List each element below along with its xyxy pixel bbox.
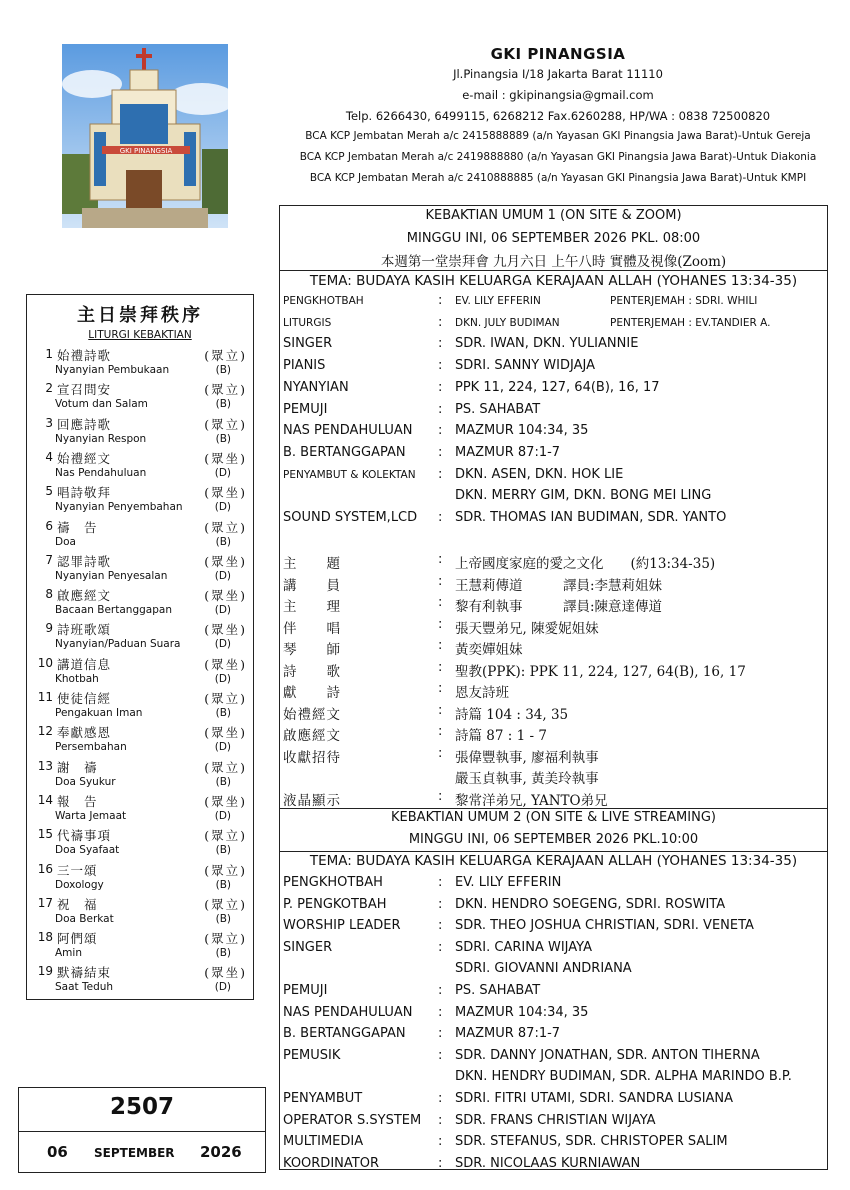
order-item-posture-code: (D)	[214, 672, 231, 685]
row-label: PIANIS	[283, 358, 326, 374]
row-label: PEMUSIK	[283, 1047, 341, 1063]
row-value: MAZMUR 104:34, 35	[455, 1004, 589, 1020]
order-item-posture: (眾坐)	[204, 553, 247, 569]
order-item-indonesian: Nyanyian Pembukaan	[55, 364, 170, 376]
order-item-number: 12	[37, 724, 53, 739]
service1-theme: TEMA: BUDAYA KASIH KELUARGA KERAJAAN ALLAH (YOHANES 13:34-35)	[309, 273, 798, 289]
divider	[279, 808, 828, 809]
svg-text:GKI PINANGSIA: GKI PINANGSIA	[119, 147, 173, 155]
row-colon: :	[438, 595, 443, 610]
service2-title: KEBAKTIAN UMUM 2 (ON SITE & LIVE STREAMING)	[391, 810, 716, 825]
row-colon: :	[438, 875, 443, 890]
row-colon: :	[438, 1004, 443, 1020]
order-item	[27, 450, 253, 484]
row-colon: :	[438, 939, 443, 955]
row-value: SDRI. SANNY WIDJAJA	[455, 358, 595, 374]
order-item-posture: (眾坐)	[204, 450, 247, 466]
order-item-chinese: 回應詩歌	[57, 416, 112, 432]
order-item-chinese: 報 告	[57, 793, 98, 809]
order-item-chinese: 唱詩敬拜	[57, 485, 112, 501]
order-item-posture: (眾立)	[204, 862, 247, 878]
order-item-posture: (眾坐)	[204, 485, 247, 501]
order-item-chinese: 認罪詩歌	[57, 553, 112, 569]
schedule-row	[283, 1134, 828, 1154]
row-value: EV. LILY EFFERIN	[455, 875, 562, 890]
row-value: 黃奕嬋姐妹	[455, 642, 523, 658]
bank-account-kmpi: BCA KCP Jembatan Merah a/c 2410888885 (a/n Yayasan GKI Pinangsia Jawa Barat)-Untuk KMPI	[309, 172, 807, 184]
issue-year: 2026	[200, 1143, 242, 1161]
order-item	[27, 484, 253, 518]
row-label: MULTIMEDIA	[283, 1134, 364, 1150]
row-value: DKN. MERRY GIM, DKN. BONG MEI LING	[455, 488, 712, 504]
schedule-row	[283, 445, 828, 465]
order-item-posture: (眾立)	[204, 896, 247, 912]
schedule-row	[283, 380, 828, 400]
order-item-chinese: 始禮經文	[57, 450, 112, 466]
row-value: 王慧莉傳道 譯員:李慧莉姐妹	[455, 577, 663, 594]
row-colon: :	[438, 1026, 443, 1042]
row-label: 伴 唱	[283, 620, 341, 637]
schedule-row	[283, 1048, 828, 1068]
order-item-number: 9	[45, 621, 53, 636]
schedule-row	[283, 660, 828, 680]
row-translator: PENTERJEMAH : SDRI. WHILI	[610, 295, 758, 307]
row-colon: :	[438, 638, 443, 653]
order-item-number: 8	[45, 587, 53, 602]
church-address: Jl.Pinangsia I/18 Jakarta Barat 11110	[453, 67, 663, 81]
row-colon: :	[438, 918, 443, 934]
issue-month: SEPTEMBER	[94, 1146, 175, 1160]
order-item-posture-code: (B)	[215, 912, 231, 925]
service2-time: MINGGU INI, 06 SEPTEMBER 2026 PKL.10:00	[408, 832, 699, 847]
order-item-indonesian: Doa Syafaat	[55, 844, 120, 857]
order-item	[27, 347, 253, 381]
row-label: NAS PENDAHULUAN	[283, 423, 413, 439]
order-item-posture: (眾坐)	[204, 622, 247, 638]
row-label: WORSHIP LEADER	[283, 918, 401, 934]
order-item-indonesian: Nyanyian Penyembahan	[55, 501, 183, 514]
order-item	[27, 793, 253, 827]
order-item-posture: (眾立)	[204, 382, 247, 398]
row-colon: :	[438, 401, 443, 417]
row-value: EV. LILY EFFERIN	[455, 295, 541, 307]
schedule-row	[283, 875, 828, 895]
divider	[279, 851, 828, 852]
row-value: 黎有利執事 譯員:陳意達傳道	[455, 599, 663, 615]
order-item-indonesian: Doxology	[55, 878, 104, 891]
schedule-row	[283, 617, 828, 637]
schedule-row	[283, 961, 828, 981]
order-item-indonesian: Pengakuan Iman	[55, 707, 143, 719]
row-value: DKN. HENDRO SOEGENG, SDRI. ROSWITA	[455, 896, 726, 912]
order-item-posture: (眾立)	[204, 828, 247, 844]
order-item-posture: (眾坐)	[204, 725, 247, 741]
row-label: LITURGIS	[283, 316, 332, 329]
order-item-indonesian: Warta Jemaat	[55, 809, 127, 822]
order-subtitle: LITURGI KEBAKTIAN	[88, 329, 192, 341]
order-item-indonesian: Saat Teduh	[55, 981, 114, 994]
row-value: 詩篇 87 : 1 - 7	[455, 728, 547, 744]
divider	[279, 270, 828, 271]
schedule-row	[283, 638, 828, 658]
order-item-posture-code: (B)	[215, 878, 231, 891]
row-value: 恩友詩班	[455, 685, 509, 701]
church-email: e-mail : gkipinangsia@gmail.com	[462, 88, 654, 102]
order-item-posture: (眾坐)	[204, 588, 247, 604]
row-value: 聖教(PPK): PPK 11, 224, 127, 64(B), 16, 17	[455, 663, 746, 680]
row-value: SDR. NICOLAAS KURNIAWAN	[455, 1155, 641, 1171]
row-value: MAZMUR 87:1-7	[455, 1026, 561, 1042]
schedule-row	[283, 724, 828, 744]
order-item-chinese: 三一頌	[57, 862, 98, 878]
order-item-posture: (眾立)	[204, 519, 247, 535]
schedule-row	[283, 703, 828, 723]
schedule-row	[283, 1069, 828, 1089]
row-label: PENYAMBUT	[283, 1091, 363, 1106]
order-item-chinese: 使徒信經	[57, 691, 112, 706]
row-value: 黎常洋弟兄, YANTO弟兄	[455, 792, 608, 809]
order-item-posture-code: (D)	[214, 501, 231, 514]
order-item-number: 7	[45, 552, 53, 567]
order-item-posture-code: (D)	[214, 466, 231, 479]
order-item-indonesian: Khotbah	[55, 672, 99, 685]
schedule-row	[283, 423, 828, 443]
schedule-row	[283, 402, 828, 422]
row-value: MAZMUR 104:34, 35	[455, 423, 589, 439]
church-phone: Telp. 6266430, 6499115, 6268212 Fax.6260288, HP/WA : 0838 72500820	[345, 109, 771, 123]
schedule-row	[283, 1005, 828, 1025]
order-item-chinese: 啟應經文	[57, 588, 112, 604]
schedule-row	[283, 746, 828, 766]
schedule-row	[283, 510, 828, 530]
row-colon: :	[438, 745, 443, 761]
order-item-posture-code: (D)	[214, 809, 231, 822]
row-colon: :	[438, 1134, 443, 1150]
row-value: 詩篇 104 : 34, 35	[455, 706, 569, 723]
order-item-chinese: 默禱結束	[57, 965, 112, 981]
schedule-row	[283, 315, 828, 335]
row-colon: :	[438, 293, 443, 308]
order-item-number: 14	[37, 792, 53, 807]
row-value: MAZMUR 87:1-7	[455, 444, 561, 460]
order-item-indonesian: Doa Berkat	[55, 912, 114, 925]
schedule-row	[283, 467, 828, 487]
row-colon: :	[438, 573, 443, 589]
row-value: SDR. FRANS CHRISTIAN WIJAYA	[455, 1112, 656, 1128]
order-item-indonesian: Doa	[55, 535, 76, 548]
row-label: 主 題	[283, 556, 341, 572]
service1-title: KEBAKTIAN UMUM 1 (ON SITE & ZOOM)	[425, 208, 682, 223]
row-label: NYANYIAN	[283, 379, 349, 395]
service2-theme: TEMA: BUDAYA KASIH KELUARGA KERAJAAN ALLAH (YOHANES 13:34-35)	[309, 853, 798, 869]
order-item	[27, 621, 253, 655]
row-value: PPK 11, 224, 127, 64(B), 16, 17	[455, 379, 660, 395]
row-label: SOUND SYSTEM,LCD	[283, 510, 418, 525]
schedule-row	[283, 552, 828, 572]
order-item	[27, 690, 253, 724]
row-translator: PENTERJEMAH : EV.TANDIER A.	[610, 316, 771, 329]
schedule-row	[283, 897, 828, 917]
schedule-row	[283, 681, 828, 701]
row-value: SDR. STEFANUS, SDR. CHRISTOPER SALIM	[455, 1134, 728, 1150]
row-colon: :	[438, 1047, 443, 1063]
issue-day: 06	[47, 1143, 68, 1161]
schedule-row	[283, 767, 828, 787]
row-value: 嚴玉貞執事, 黃美玲執事	[455, 771, 599, 787]
row-label: B. BERTANGGAPAN	[283, 1026, 406, 1042]
order-item-number: 6	[45, 518, 53, 533]
row-value: SDR. DANNY JONATHAN, SDR. ANTON TIHERNA	[455, 1047, 760, 1063]
row-value: 張偉豐執事, 廖福利執事	[455, 749, 599, 766]
row-value: DKN. JULY BUDIMAN	[455, 316, 560, 329]
row-value: DKN. HENDRY BUDIMAN, SDR. ALPHA MARINDO B.P.	[455, 1069, 792, 1085]
row-colon: :	[438, 724, 443, 739]
order-item	[27, 416, 253, 450]
row-value: SDR. IWAN, DKN. YULIANNIE	[455, 336, 639, 352]
service1-chinese-title: 本週第一堂崇拜會 九月六日 上午八時 實體及視像(Zoom)	[380, 254, 727, 270]
row-label: 收獻招待	[283, 749, 341, 766]
order-item-posture-code: (B)	[215, 535, 231, 548]
order-item-number: 18	[37, 930, 53, 945]
row-colon: :	[438, 336, 443, 352]
schedule-row	[283, 789, 828, 809]
order-item-posture-code: (D)	[214, 604, 231, 617]
schedule-row	[283, 488, 828, 508]
schedule-row	[283, 918, 828, 938]
order-item-chinese: 祝 福	[57, 896, 98, 912]
order-item-number: 3	[45, 415, 53, 430]
row-label: 始禮經文	[283, 706, 341, 723]
row-colon: :	[438, 314, 443, 330]
row-label: 琴 師	[283, 642, 341, 658]
schedule-row	[283, 336, 828, 356]
schedule-row	[283, 574, 828, 594]
row-label: 液晶顯示	[283, 792, 341, 809]
order-item	[27, 827, 253, 861]
row-value: SDR. THOMAS IAN BUDIMAN, SDR. YANTO	[455, 510, 727, 525]
row-colon: :	[438, 983, 443, 998]
row-colon: :	[438, 681, 443, 696]
row-colon: :	[438, 702, 443, 718]
schedule-row	[283, 1113, 828, 1133]
order-item-number: 11	[37, 690, 53, 704]
row-label: 獻 詩	[283, 685, 341, 701]
row-value: PS. SAHABAT	[455, 401, 541, 417]
order-item	[27, 553, 253, 587]
order-of-worship	[26, 294, 254, 1000]
order-item-indonesian: Nyanyian/Paduan Suara	[55, 638, 181, 651]
schedule-row	[283, 293, 828, 313]
order-item-posture-code: (B)	[215, 947, 231, 960]
order-item-posture: (眾立)	[204, 759, 247, 775]
order-item-number: 13	[37, 758, 53, 773]
order-item-posture: (眾坐)	[204, 656, 247, 672]
order-item-posture-code: (B)	[215, 844, 231, 857]
order-item	[27, 930, 253, 964]
order-item-number: 16	[37, 861, 53, 876]
row-label: SINGER	[283, 336, 333, 352]
row-colon: :	[438, 444, 443, 460]
issue-number: 2507	[109, 1094, 174, 1120]
row-colon: :	[438, 1091, 443, 1106]
row-colon: :	[438, 616, 443, 632]
order-item-posture: (眾坐)	[204, 965, 247, 981]
bank-account-diakonia: BCA KCP Jembatan Merah a/c 2419888880 (a/n Yayasan GKI Pinangsia Jawa Barat)-Untuk Diakonia	[299, 151, 817, 163]
row-label: PENGKHOTBAH	[283, 875, 383, 890]
row-label: 主 理	[283, 599, 341, 615]
order-item-number: 19	[37, 964, 53, 979]
order-item-indonesian: Persembahan	[55, 741, 127, 754]
row-colon: :	[438, 552, 443, 567]
schedule-row	[283, 595, 828, 615]
order-item-chinese: 阿們頌	[57, 931, 98, 947]
row-label: PENGKHOTBAH	[283, 295, 364, 307]
row-colon: :	[438, 466, 443, 482]
order-item-number: 15	[37, 827, 53, 842]
row-value: SDRI. CARINA WIJAYA	[455, 939, 592, 955]
issue-box	[18, 1087, 266, 1173]
order-item-chinese: 始禮詩歌	[57, 348, 112, 363]
order-item-indonesian: Nyanyian Penyesalan	[55, 569, 168, 582]
row-label: 講 員	[283, 577, 341, 594]
schedule-row	[283, 1091, 828, 1111]
order-item-indonesian: Votum dan Salam	[55, 398, 148, 411]
row-colon: :	[438, 659, 443, 675]
order-item-posture-code: (B)	[215, 775, 231, 788]
order-item-posture: (眾立)	[204, 416, 247, 432]
order-item-posture-code: (B)	[215, 707, 231, 719]
order-item-chinese: 謝 禱	[57, 759, 98, 775]
order-item-posture-code: (D)	[214, 741, 231, 754]
row-value: SDRI. FITRI UTAMI, SDRI. SANDRA LUSIANA	[455, 1091, 734, 1106]
row-label: PENYAMBUT & KOLEKTAN	[283, 468, 416, 481]
row-label: P. PENGKOTBAH	[283, 896, 387, 912]
row-value: SDR. THEO JOSHUA CHRISTIAN, SDRI. VENETA	[455, 918, 754, 934]
order-item-chinese: 奉獻感恩	[57, 725, 112, 741]
row-label: PEMUJI	[283, 983, 328, 998]
order-item-number: 5	[45, 484, 53, 499]
order-item	[27, 656, 253, 690]
row-colon: :	[438, 1155, 443, 1171]
row-label: 詩 歌	[283, 663, 341, 680]
order-item	[27, 587, 253, 621]
service1-time: MINGGU INI, 06 SEPTEMBER 2026 PKL. 08:00	[406, 231, 701, 246]
order-item-posture-code: (B)	[215, 398, 231, 411]
order-item-chinese: 宣召問安	[57, 382, 112, 398]
order-item-indonesian: Bacaan Bertanggapan	[55, 604, 172, 617]
row-value: DKN. ASEN, DKN. HOK LIE	[455, 466, 624, 482]
order-item-indonesian: Doa Syukur	[55, 775, 116, 788]
order-item-posture-code: (D)	[214, 638, 231, 651]
order-item-posture-code: (B)	[215, 432, 231, 445]
row-colon: :	[438, 379, 443, 395]
order-item	[27, 759, 253, 793]
order-item-number: 2	[45, 381, 53, 396]
schedule-row	[283, 1026, 828, 1046]
order-item-chinese: 禱 告	[57, 519, 98, 535]
order-item-posture: (眾坐)	[204, 793, 247, 809]
order-item	[27, 519, 253, 553]
schedule-row	[283, 940, 828, 960]
order-item-chinese: 詩班歌頌	[57, 622, 112, 638]
row-label: KOORDINATOR	[283, 1155, 379, 1171]
order-item-chinese: 講道信息	[57, 656, 112, 672]
row-label: B. BERTANGGAPAN	[283, 444, 406, 460]
row-colon: :	[438, 510, 443, 525]
order-item	[27, 964, 253, 998]
row-colon: :	[438, 423, 443, 439]
row-label: OPERATOR S.SYSTEM	[283, 1112, 422, 1128]
row-colon: :	[438, 896, 443, 912]
row-value: 上帝國度家庭的愛之文化 (約13:34-35)	[455, 556, 716, 572]
order-item-chinese: 代禱事項	[57, 828, 112, 844]
order-item-number: 4	[45, 449, 53, 464]
row-label: SINGER	[283, 939, 333, 955]
schedule-row	[283, 358, 828, 378]
church-photo	[62, 44, 228, 228]
order-item-number: 1	[45, 347, 53, 361]
order-item-indonesian: Nas Pendahuluan	[55, 466, 147, 479]
order-item-posture-code: (D)	[214, 981, 231, 994]
row-colon: :	[438, 788, 443, 804]
order-item-number: 10	[37, 655, 53, 670]
church-name: GKI PINANGSIA	[490, 45, 626, 63]
row-label: NAS PENDAHULUAN	[283, 1004, 413, 1020]
divider	[19, 1131, 265, 1132]
order-item-posture-code: (B)	[215, 364, 231, 376]
order-item-posture-code: (D)	[214, 569, 231, 582]
bank-account-gereja: BCA KCP Jembatan Merah a/c 2415888889 (a/n Yayasan GKI Pinangsia Jawa Barat)-Untuk Gereja	[305, 130, 811, 142]
row-value: 張天豐弟兄, 陳愛妮姐妹	[455, 620, 599, 637]
row-label: 啟應經文	[283, 728, 341, 744]
row-colon: :	[438, 358, 443, 374]
order-item	[27, 724, 253, 758]
order-item	[27, 862, 253, 896]
order-item	[27, 896, 253, 930]
order-title: 主日崇拜秩序	[77, 305, 203, 326]
schedule-row	[283, 983, 828, 1003]
row-label: PEMUJI	[283, 401, 328, 417]
order-item-posture: (眾立)	[204, 691, 247, 706]
schedule-row	[283, 1156, 828, 1176]
order-item-number: 17	[37, 895, 53, 910]
row-value: PS. SAHABAT	[455, 983, 541, 998]
order-item-indonesian: Nyanyian Respon	[55, 432, 147, 445]
order-item-posture: (眾立)	[204, 348, 247, 363]
order-item	[27, 381, 253, 415]
order-item-indonesian: Amin	[55, 947, 82, 960]
row-colon: :	[438, 1112, 443, 1128]
order-item-posture: (眾立)	[204, 931, 247, 947]
row-value: SDRI. GIOVANNI ANDRIANA	[455, 961, 632, 977]
